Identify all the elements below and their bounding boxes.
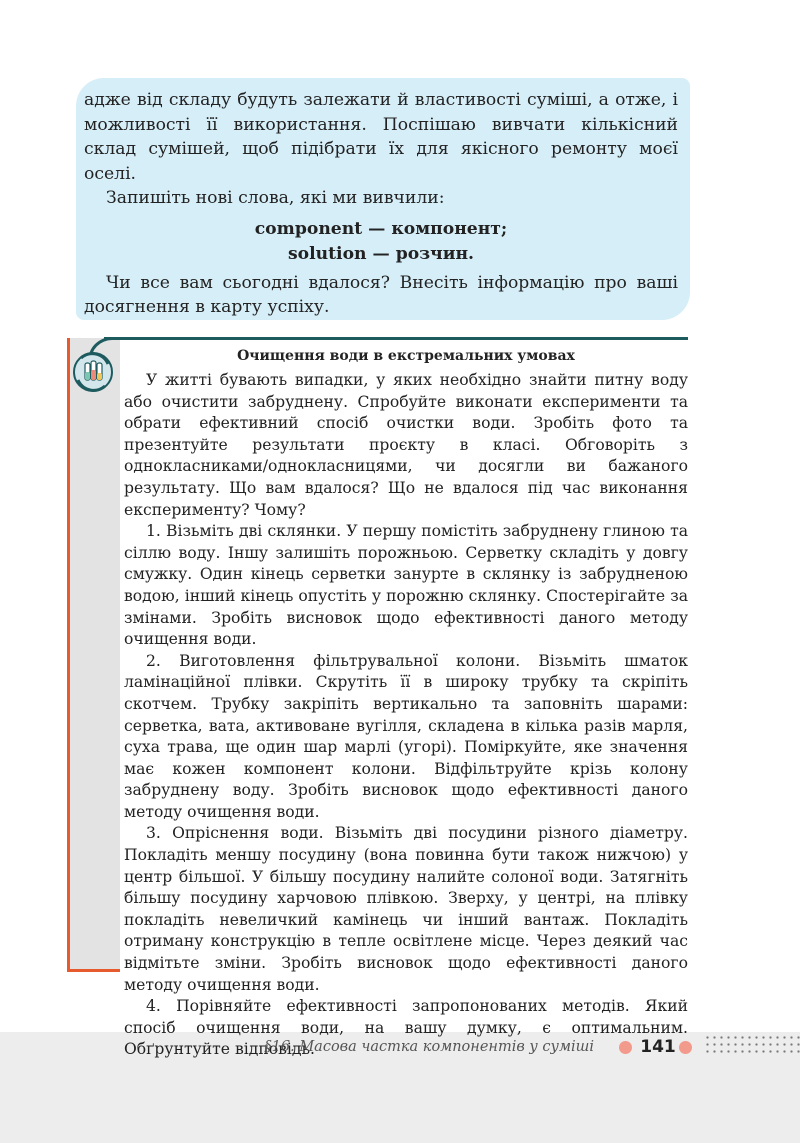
note-paragraph-1: адже від складу будуть залежати й властивості суміші, а отже, і можливості її використання. Поспішаю вивчати кількісний склад сумішей, щоб підібрати їх для якісного ремонту моєї оселі.	[84, 90, 678, 184]
project-intro: У житті бувають випадки, у яких необхідно знайти питну воду або очистити забруднену. Спробуйте виконати експерименти та обрати ефективний спосіб очистки води. Зробіть фото та презентуйте результати проєкту в класі. Обговоріть з однокласниками/однокласницями, чи досягли ви бажаного результату. Що вам вдалося? Що не вдалося під час виконання експерименту? Чому?	[124, 371, 688, 519]
footer-dot-left	[619, 1041, 632, 1054]
project-sidebar	[68, 338, 120, 972]
note-paragraph-3: Чи все вам сьогодні вдалося? Внесіть інформацію про ваші досягнення в карту успіху.	[84, 272, 678, 317]
footer-dots-pattern	[704, 1034, 800, 1056]
project-accent-line	[67, 338, 70, 972]
project-title: Очищення води в екстремальних умовах	[237, 348, 575, 364]
project-accent-line-bottom	[67, 969, 120, 972]
project-lab-icon	[71, 350, 115, 394]
note-paragraph-2: Запишіть нові слова, які ми вивчили:	[106, 188, 445, 208]
page-number: 141	[640, 1037, 676, 1057]
footer-dot-right	[679, 1041, 692, 1054]
term-solution: solution — розчин.	[287, 243, 475, 264]
term-component: component — компонент;	[254, 218, 508, 239]
vocabulary-terms	[84, 217, 678, 267]
project-step-4: 4. Порівняйте ефективності запропонованих методів. Який спосіб очищення води, на вашу думку, є оптимальним. Обґрунтуйте відповідь.	[124, 997, 688, 1059]
note-text	[84, 88, 678, 320]
project-top-border	[104, 337, 688, 340]
project-step-3: 3. Опріснення води. Візьміть дві посудини різного діаметру. Покладіть меншу посудину (вона повинна бути також нижчою) у центр більшої. У більшу посудину налийте солоної води. Затягніть більшу посудину харчовою плівкою. Зверху, у центрі, на плівку покладіть невеличкий камінець чи інший вантаж. Покладіть отриману конструкцію в тепле освітлене місце. Через деякий час відмітьте зміни. Зробіть висновок щодо ефективності даного методу очищення води.	[124, 824, 688, 994]
project-step-1: 1. Візьміть дві склянки. У першу помістіть забруднену глиною та сіллю воду. Іншу залишіть порожньою. Серветку складіть у довгу смужку. Один кінець серветки занурте в склянку із забрудненою водою, інший кінець опустіть у порожню склянку. Спостерігайте за змінами. Зробіть висновок щодо ефективності даного методу очищення води.	[124, 522, 688, 649]
footer-section-title: §16. Масова частка компонентів у суміші	[264, 1039, 594, 1055]
project-body	[124, 370, 688, 1061]
project-step-2: 2. Виготовлення фільтрувальної колони. Візьміть шматок ламінаційної плівки. Скрутіть її в широку трубку та скріпіть скотчем. Трубку закріпіть вертикально та заповніть шарами: серветка, вата, активоване вугілля, складена в кілька разів марля, суха трава, ще один шар марлі (угорі). Поміркуйте, яке значення має кожен компонент колони. Відфільтруйте крізь колону забруднену воду. Зробіть висновок щодо ефективності даного методу очищення води.	[124, 651, 688, 821]
